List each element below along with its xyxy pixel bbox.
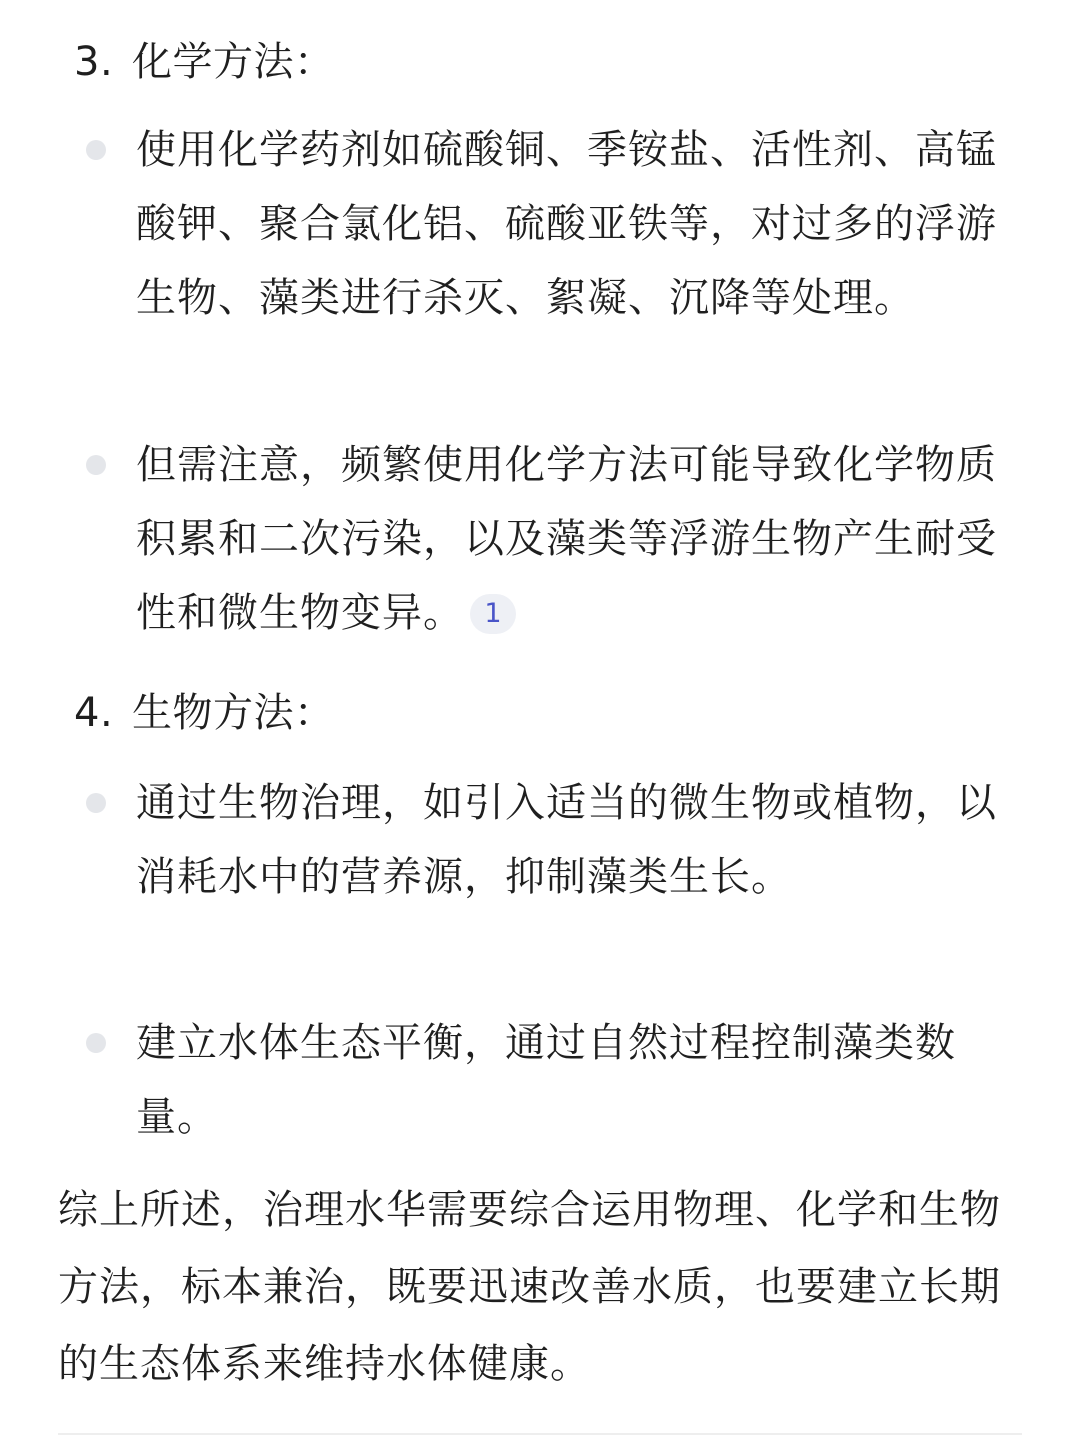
- section-title: 生物方法：: [132, 690, 335, 736]
- citation-badge[interactable]: 1: [470, 594, 516, 634]
- bullet-dot-icon: [86, 793, 106, 813]
- list-item: [136, 428, 1011, 650]
- list-item-text: 但需注意，频繁使用化学方法可能导致化学物质积累和二次污染，以及藻类等浮游生物产生耐受性和微生物变异。: [136, 442, 997, 636]
- section-heading-chemical: [74, 38, 335, 86]
- list-item-text: 通过生物治理，如引入适当的微生物或植物，以消耗水中的营养源，抑制藻类生长。: [136, 780, 997, 900]
- bullet-dot-icon: [86, 140, 106, 160]
- section-heading-biological: [74, 689, 335, 737]
- list-item: [136, 1006, 1011, 1154]
- list-item-text: 建立水体生态平衡，通过自然过程控制藻类数量。: [136, 1020, 956, 1140]
- bullet-dot-icon: [86, 455, 106, 475]
- section-number: 4.: [74, 690, 114, 736]
- divider: [58, 1433, 1022, 1435]
- section-title: 化学方法：: [132, 39, 335, 85]
- list-item: [136, 113, 1011, 335]
- summary-paragraph: 综上所述，治理水华需要综合运用物理、化学和生物方法，标本兼治，既要迅速改善水质，也要建立长期的生态体系来维持水体健康。: [58, 1187, 1001, 1387]
- list-item-text: 使用化学药剂如硫酸铜、季铵盐、活性剂、高锰酸钾、聚合氯化铝、硫酸亚铁等，对过多的浮游生物、藻类进行杀灭、絮凝、沉降等处理。: [136, 127, 997, 321]
- bullet-dot-icon: [86, 1033, 106, 1053]
- list-item: [136, 766, 1011, 914]
- section-number: 3.: [74, 39, 114, 85]
